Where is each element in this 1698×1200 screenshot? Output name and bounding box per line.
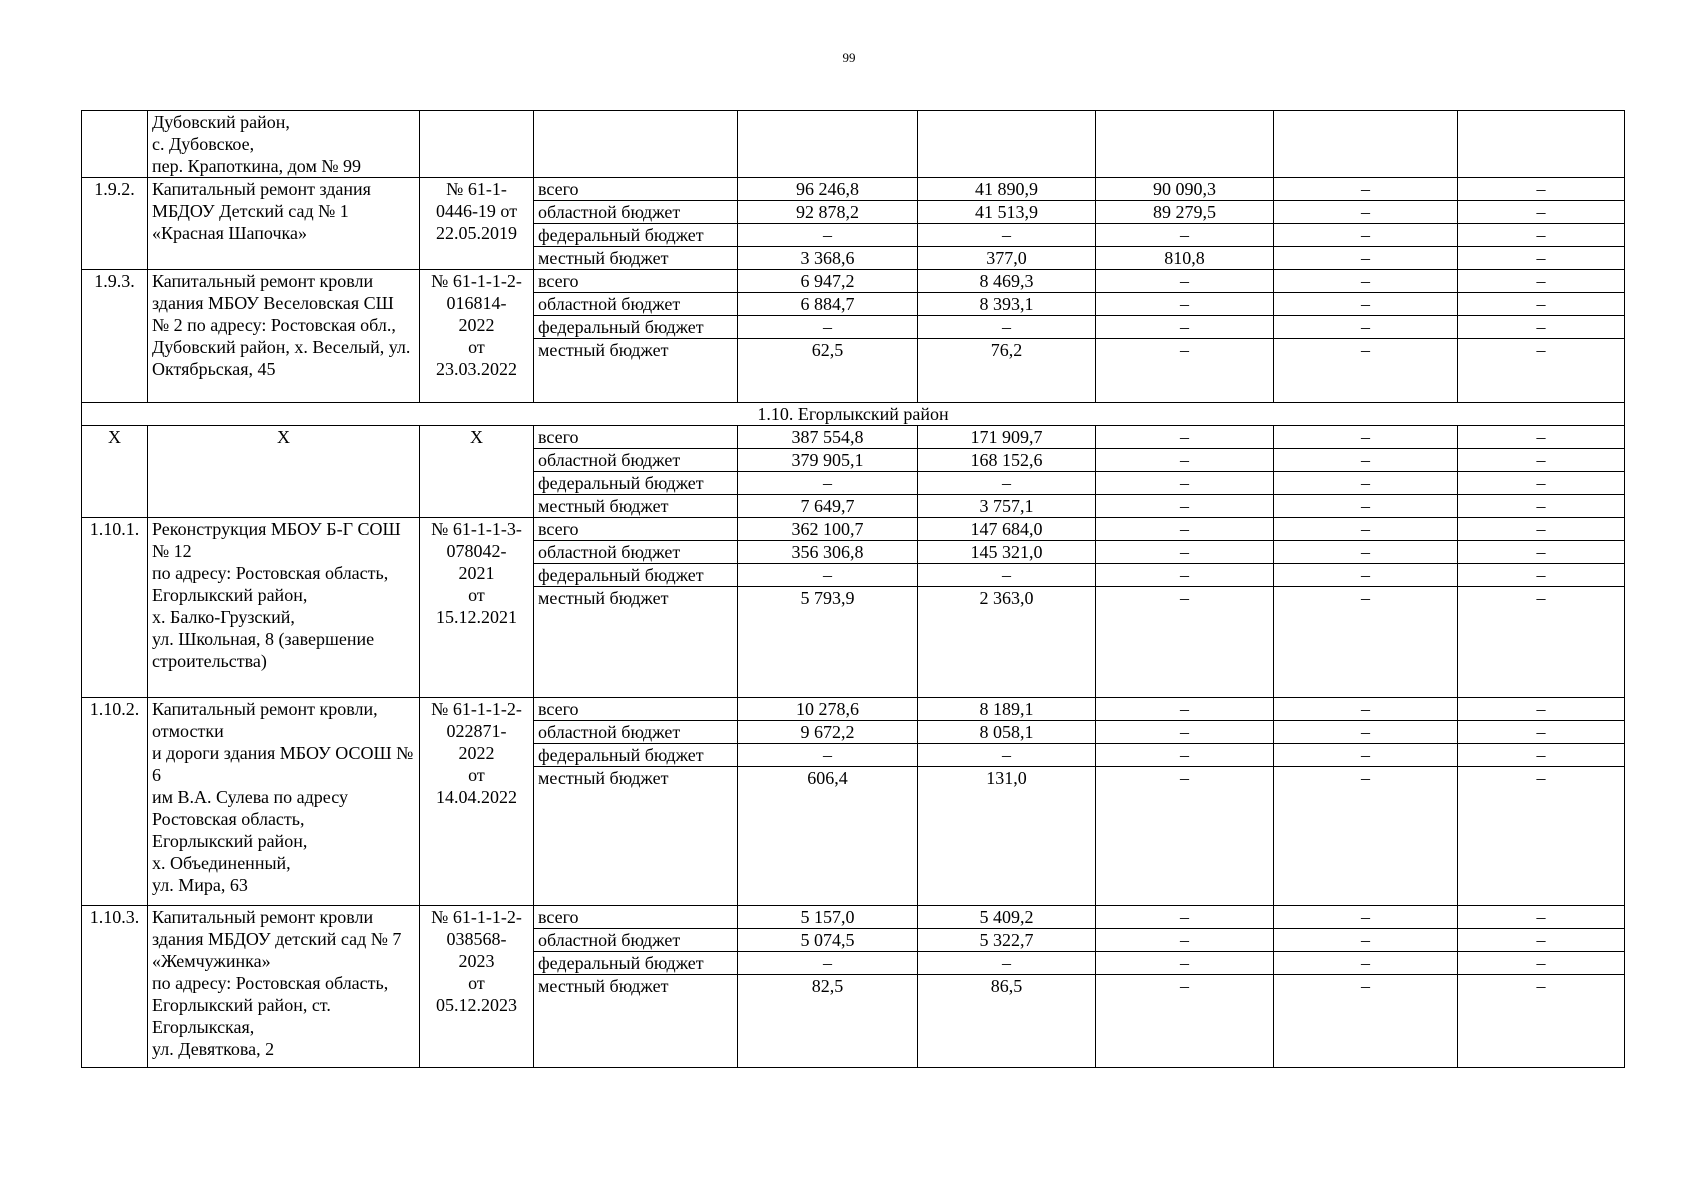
value-cell: 9 672,2 xyxy=(738,721,918,744)
funding-source: федеральный бюджет xyxy=(534,744,738,767)
value-cell: – xyxy=(918,744,1096,767)
value-cell: – xyxy=(1458,952,1625,975)
item-name: Х xyxy=(148,426,420,518)
value-cell: – xyxy=(1458,975,1625,1068)
document-cell xyxy=(420,111,534,178)
value-cell: – xyxy=(1096,564,1274,587)
value-cell: 379 905,1 xyxy=(738,449,918,472)
value-cell: 5 793,9 xyxy=(738,587,918,698)
value-cell: 41 513,9 xyxy=(918,201,1096,224)
value-cell: – xyxy=(1274,201,1458,224)
value-cell: – xyxy=(738,564,918,587)
value-cell: – xyxy=(1274,449,1458,472)
value-cell: – xyxy=(1096,339,1274,403)
table-row xyxy=(82,698,1625,721)
value-cell: – xyxy=(1096,449,1274,472)
value-cell: 147 684,0 xyxy=(918,518,1096,541)
funding-source: областной бюджет xyxy=(534,293,738,316)
value-cell: 6 947,2 xyxy=(738,270,918,293)
value-cell xyxy=(1458,111,1625,178)
value-cell: – xyxy=(1096,767,1274,906)
item-name: Капитальный ремонт здания МБДОУ Детский сад № 1 «Красная Шапочка» xyxy=(148,178,420,270)
value-cell: – xyxy=(1458,316,1625,339)
value-cell: – xyxy=(918,316,1096,339)
funding-source: областной бюджет xyxy=(534,449,738,472)
funding-source: всего xyxy=(534,518,738,541)
item-name: Капитальный ремонт кровли, отмостки и дороги здания МБОУ ОСОШ № 6 им В.А. Сулева по адресу Ростовская область, Егорлыкский район, х. Объединенный, ул. Мира, 63 xyxy=(148,698,420,906)
value-cell: – xyxy=(1458,518,1625,541)
funding-source: федеральный бюджет xyxy=(534,224,738,247)
value-cell: – xyxy=(1458,339,1625,403)
value-cell: 92 878,2 xyxy=(738,201,918,224)
funding-source: всего xyxy=(534,906,738,929)
value-cell: 387 554,8 xyxy=(738,426,918,449)
value-cell: – xyxy=(1096,744,1274,767)
value-cell: 62,5 xyxy=(738,339,918,403)
value-cell: 90 090,3 xyxy=(1096,178,1274,201)
value-cell: – xyxy=(1274,975,1458,1068)
value-cell: – xyxy=(1458,449,1625,472)
table-row xyxy=(82,178,1625,201)
value-cell: – xyxy=(1096,721,1274,744)
table-row xyxy=(82,426,1625,449)
value-cell: 362 100,7 xyxy=(738,518,918,541)
value-cell: 89 279,5 xyxy=(1096,201,1274,224)
value-cell: – xyxy=(1096,293,1274,316)
value-cell: 5 409,2 xyxy=(918,906,1096,929)
value-cell: – xyxy=(1096,698,1274,721)
table-body xyxy=(82,111,1625,1068)
item-number: 1.10.1. xyxy=(82,518,148,698)
value-cell: – xyxy=(1458,270,1625,293)
document-reference: № 61-1-1-2- 038568- 2023 от 05.12.2023 xyxy=(420,906,534,1068)
funding-source: местный бюджет xyxy=(534,767,738,906)
value-cell xyxy=(918,111,1096,178)
value-cell: – xyxy=(918,564,1096,587)
value-cell: – xyxy=(1274,247,1458,270)
item-number: 1.10.3. xyxy=(82,906,148,1068)
value-cell: – xyxy=(1274,178,1458,201)
value-cell: – xyxy=(1096,518,1274,541)
value-cell: – xyxy=(1274,339,1458,403)
value-cell: – xyxy=(1274,472,1458,495)
value-cell xyxy=(1274,111,1458,178)
value-cell: – xyxy=(738,316,918,339)
value-cell xyxy=(1096,111,1274,178)
item-number: 1.9.2. xyxy=(82,178,148,270)
value-cell: 377,0 xyxy=(918,247,1096,270)
funding-source: областной бюджет xyxy=(534,541,738,564)
value-cell: 10 278,6 xyxy=(738,698,918,721)
value-cell: – xyxy=(738,472,918,495)
value-cell: 7 649,7 xyxy=(738,495,918,518)
item-name-cell: Дубовский район, с. Дубовское, пер. Крапоткина, дом № 99 xyxy=(148,111,420,178)
document-reference: № 61-1- 0446-19 от 22.05.2019 xyxy=(420,178,534,270)
value-cell: – xyxy=(1096,975,1274,1068)
document-reference: № 61-1-1-2- 016814- 2022 от 23.03.2022 xyxy=(420,270,534,403)
value-cell: – xyxy=(1458,929,1625,952)
document-reference: № 61-1-1-2- 022871- 2022 от 14.04.2022 xyxy=(420,698,534,906)
value-cell: 6 884,7 xyxy=(738,293,918,316)
value-cell: 171 909,7 xyxy=(918,426,1096,449)
value-cell: – xyxy=(1096,316,1274,339)
value-cell: – xyxy=(1458,744,1625,767)
funding-source: всего xyxy=(534,178,738,201)
value-cell: 606,4 xyxy=(738,767,918,906)
item-number: 1.9.3. xyxy=(82,270,148,403)
table-row xyxy=(82,270,1625,293)
value-cell: 76,2 xyxy=(918,339,1096,403)
value-cell: – xyxy=(1458,293,1625,316)
value-cell: – xyxy=(1096,929,1274,952)
funding-source: областной бюджет xyxy=(534,929,738,952)
value-cell: – xyxy=(1458,495,1625,518)
document-reference: № 61-1-1-3- 078042- 2021 от 15.12.2021 xyxy=(420,518,534,698)
value-cell: 8 058,1 xyxy=(918,721,1096,744)
value-cell: – xyxy=(1274,721,1458,744)
value-cell: – xyxy=(1274,426,1458,449)
value-cell: – xyxy=(918,224,1096,247)
value-cell: 810,8 xyxy=(1096,247,1274,270)
value-cell: – xyxy=(1274,293,1458,316)
value-cell: – xyxy=(1096,952,1274,975)
value-cell: – xyxy=(1458,426,1625,449)
value-cell: – xyxy=(1274,767,1458,906)
value-cell xyxy=(738,111,918,178)
value-cell: – xyxy=(1458,472,1625,495)
value-cell: – xyxy=(1096,472,1274,495)
funding-source: областной бюджет xyxy=(534,201,738,224)
value-cell: – xyxy=(1458,767,1625,906)
item-name: Реконструкция МБОУ Б-Г СОШ № 12 по адресу: Ростовская область, Егорлыкский район, х. Балко-Грузский, ул. Школьная, 8 (завершение строительства) xyxy=(148,518,420,698)
value-cell: – xyxy=(1458,698,1625,721)
value-cell: 8 469,3 xyxy=(918,270,1096,293)
item-number-cell xyxy=(82,111,148,178)
funding-source: федеральный бюджет xyxy=(534,564,738,587)
item-number: Х xyxy=(82,426,148,518)
funding-source: всего xyxy=(534,270,738,293)
value-cell: 8 189,1 xyxy=(918,698,1096,721)
value-cell: 82,5 xyxy=(738,975,918,1068)
budget-table xyxy=(81,110,1625,1068)
value-cell: – xyxy=(1274,744,1458,767)
value-cell: – xyxy=(738,952,918,975)
value-cell: – xyxy=(1274,698,1458,721)
item-number: 1.10.2. xyxy=(82,698,148,906)
funding-source-cell xyxy=(534,111,738,178)
funding-source: местный бюджет xyxy=(534,975,738,1068)
value-cell: 86,5 xyxy=(918,975,1096,1068)
funding-source: местный бюджет xyxy=(534,339,738,403)
section-title: 1.10. Егорлыкский район xyxy=(82,403,1625,426)
value-cell: 356 306,8 xyxy=(738,541,918,564)
funding-source: федеральный бюджет xyxy=(534,952,738,975)
value-cell: 8 393,1 xyxy=(918,293,1096,316)
value-cell: 5 074,5 xyxy=(738,929,918,952)
value-cell: – xyxy=(1458,224,1625,247)
item-name: Капитальный ремонт кровли здания МБДОУ детский сад № 7 «Жемчужинка» по адресу: Ростовская область, Егорлыкский район, ст. Егорлыкская, ул. Девяткова, 2 xyxy=(148,906,420,1068)
value-cell: – xyxy=(1274,564,1458,587)
value-cell: – xyxy=(1274,518,1458,541)
funding-source: местный бюджет xyxy=(534,587,738,698)
value-cell: – xyxy=(1096,906,1274,929)
funding-source: всего xyxy=(534,426,738,449)
document-reference: Х xyxy=(420,426,534,518)
page-number: 99 xyxy=(842,50,856,65)
value-cell: – xyxy=(1274,495,1458,518)
table-row xyxy=(82,111,1625,178)
value-cell: 96 246,8 xyxy=(738,178,918,201)
value-cell: – xyxy=(1458,247,1625,270)
value-cell: 41 890,9 xyxy=(918,178,1096,201)
funding-source: всего xyxy=(534,698,738,721)
value-cell: 5 322,7 xyxy=(918,929,1096,952)
value-cell: 168 152,6 xyxy=(918,449,1096,472)
value-cell: 145 321,0 xyxy=(918,541,1096,564)
value-cell: – xyxy=(1458,587,1625,698)
value-cell: – xyxy=(1458,564,1625,587)
funding-source: областной бюджет xyxy=(534,721,738,744)
value-cell: – xyxy=(1274,929,1458,952)
value-cell: – xyxy=(918,472,1096,495)
value-cell: – xyxy=(738,224,918,247)
value-cell: – xyxy=(1096,270,1274,293)
value-cell: – xyxy=(1458,178,1625,201)
item-name: Капитальный ремонт кровли здания МБОУ Веселовская СШ № 2 по адресу: Ростовская обл., Дубовский район, х. Веселый, ул. Октябрьская, 45 xyxy=(148,270,420,403)
funding-source: местный бюджет xyxy=(534,495,738,518)
table-row xyxy=(82,518,1625,541)
value-cell: – xyxy=(1458,541,1625,564)
value-cell: – xyxy=(1274,906,1458,929)
value-cell: 2 363,0 xyxy=(918,587,1096,698)
value-cell: – xyxy=(1274,541,1458,564)
value-cell: – xyxy=(1096,587,1274,698)
funding-source: федеральный бюджет xyxy=(534,316,738,339)
value-cell: 5 157,0 xyxy=(738,906,918,929)
value-cell: – xyxy=(918,952,1096,975)
value-cell: – xyxy=(1274,224,1458,247)
funding-source: местный бюджет xyxy=(534,247,738,270)
value-cell: 3 368,6 xyxy=(738,247,918,270)
value-cell: – xyxy=(1458,201,1625,224)
value-cell: – xyxy=(1096,224,1274,247)
value-cell: – xyxy=(1096,541,1274,564)
value-cell: – xyxy=(1458,721,1625,744)
value-cell: – xyxy=(1274,316,1458,339)
funding-source: федеральный бюджет xyxy=(534,472,738,495)
value-cell: – xyxy=(1274,587,1458,698)
section-row xyxy=(82,403,1625,426)
value-cell: 3 757,1 xyxy=(918,495,1096,518)
value-cell: – xyxy=(1458,906,1625,929)
value-cell: – xyxy=(1274,952,1458,975)
value-cell: – xyxy=(1274,270,1458,293)
value-cell: – xyxy=(1096,495,1274,518)
value-cell: 131,0 xyxy=(918,767,1096,906)
value-cell: – xyxy=(738,744,918,767)
table-row xyxy=(82,906,1625,929)
value-cell: – xyxy=(1096,426,1274,449)
